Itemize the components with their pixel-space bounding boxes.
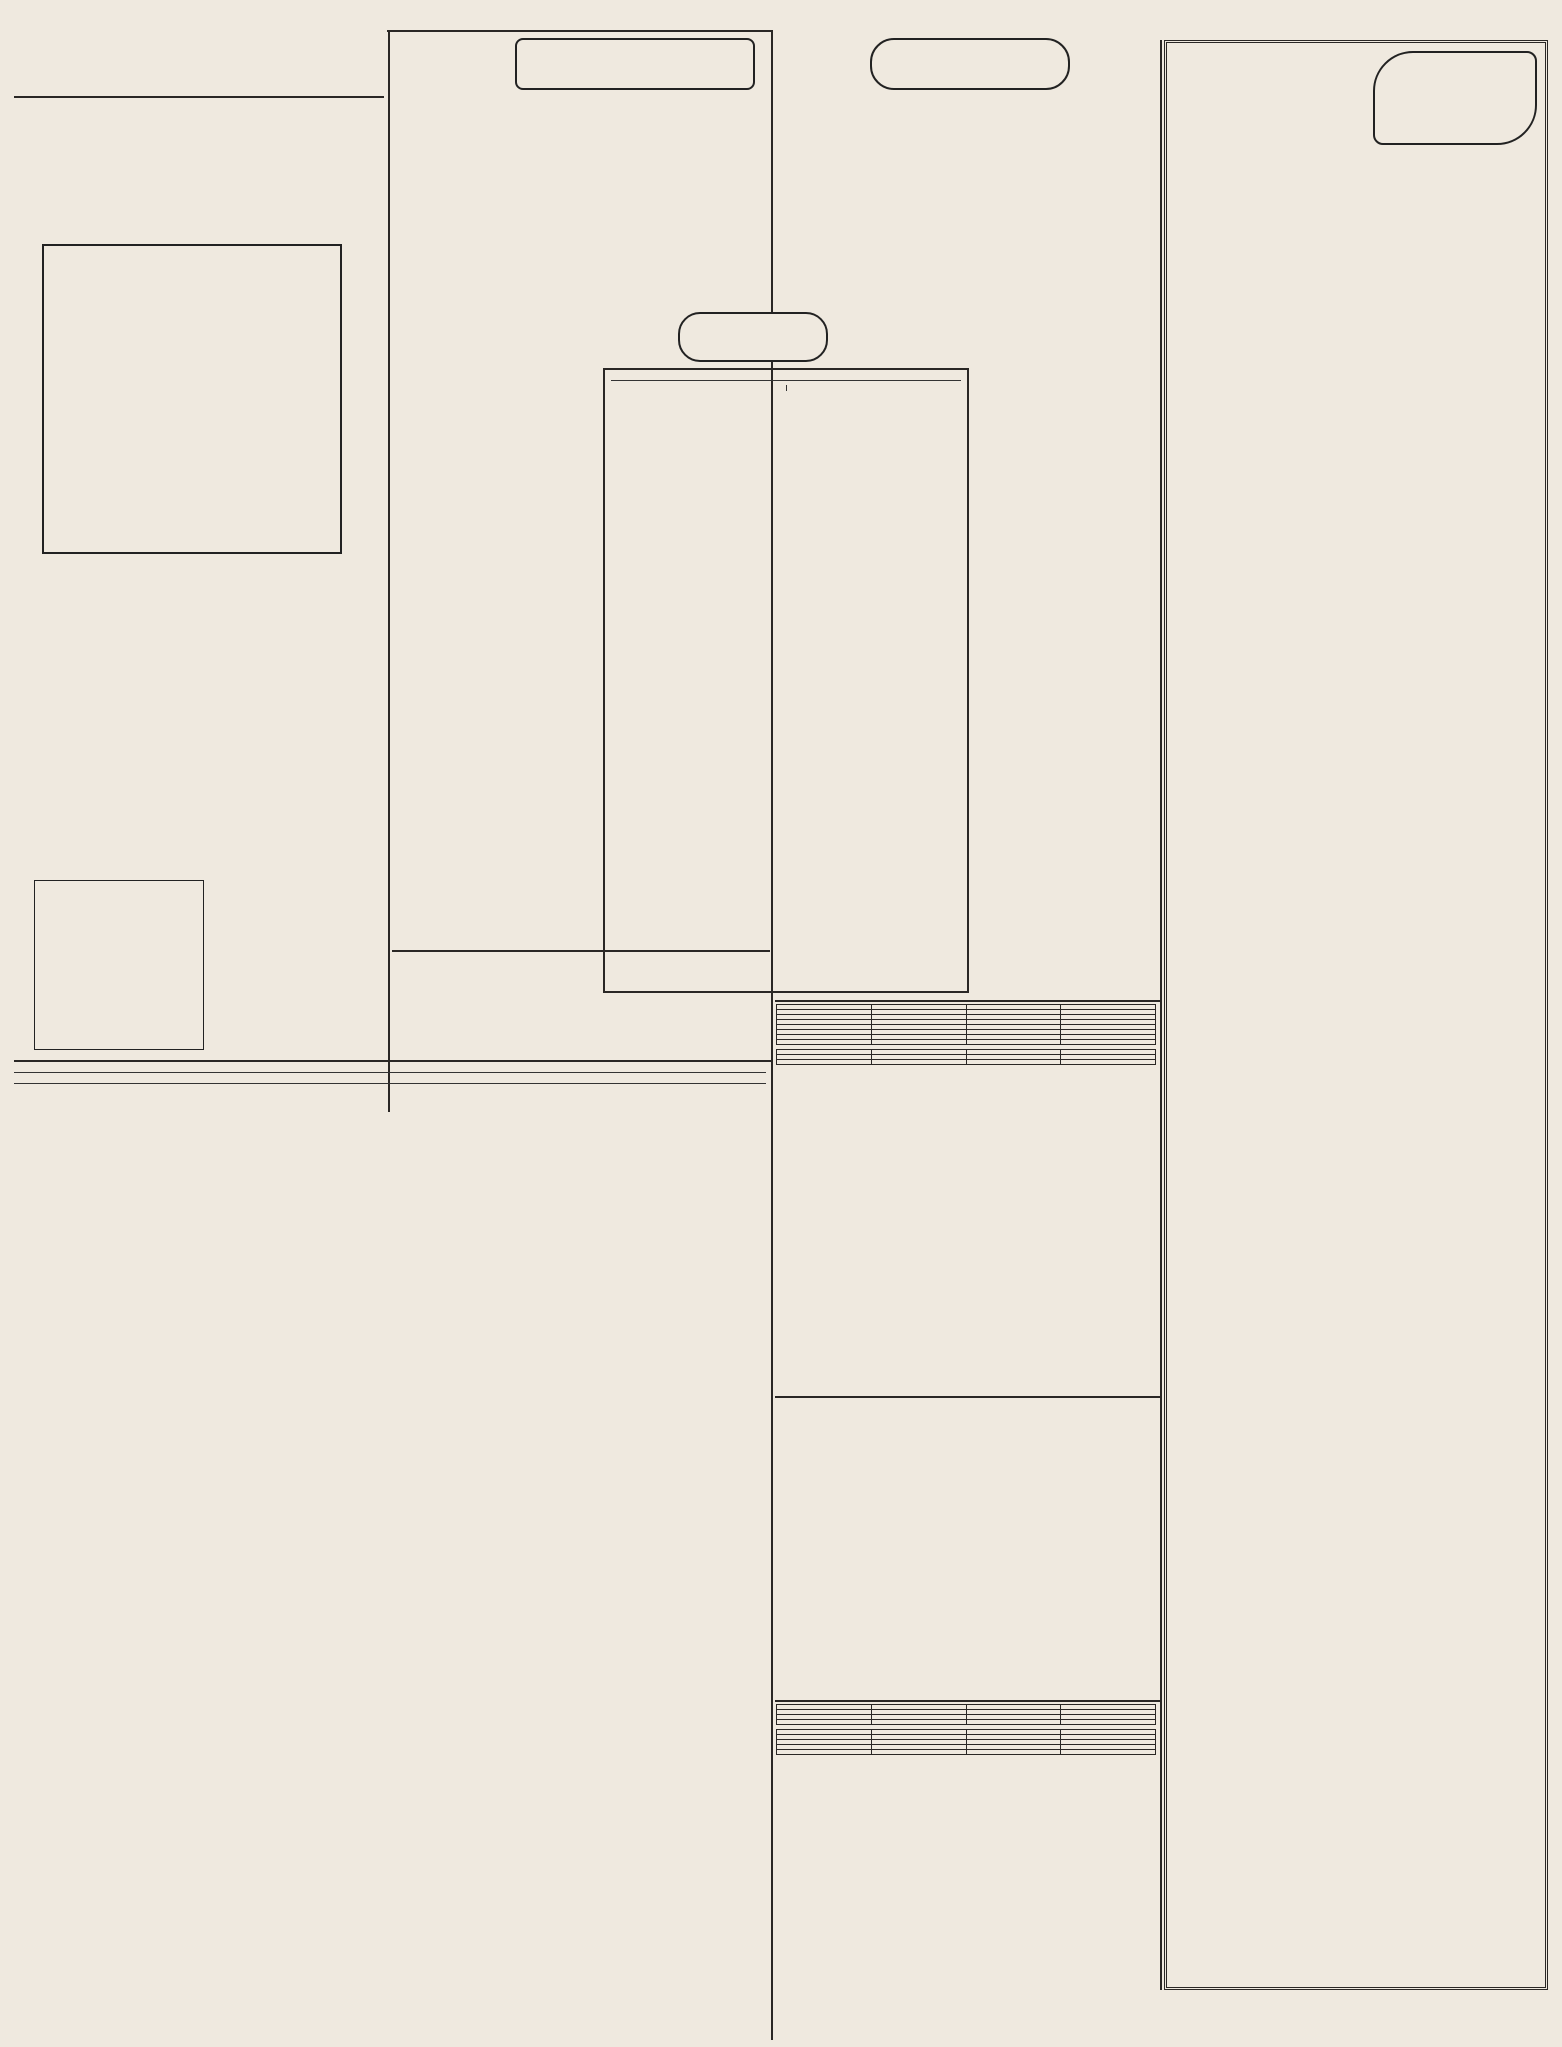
phone-box-intro bbox=[611, 376, 961, 381]
flood-balance bbox=[776, 1004, 1156, 1344]
column-shahrdari bbox=[1164, 40, 1548, 1990]
reply-logo bbox=[515, 38, 755, 90]
complaints-logo bbox=[870, 38, 1070, 90]
flood-table bbox=[776, 1004, 1156, 1045]
crossword-clues bbox=[16, 562, 382, 862]
solution-text bbox=[210, 880, 384, 1100]
beet-tender bbox=[776, 1400, 1156, 1650]
crossword-number-column bbox=[350, 244, 376, 554]
replies-column bbox=[392, 100, 602, 880]
crossword-grid bbox=[42, 244, 342, 554]
university-ad bbox=[14, 1068, 766, 2038]
ashna-logo bbox=[1373, 51, 1537, 145]
phone-box-logo bbox=[678, 312, 828, 362]
perf-table bbox=[776, 1049, 1156, 1065]
table-total bbox=[777, 1060, 1156, 1065]
solution-grid bbox=[34, 880, 204, 1050]
gs-table1 bbox=[776, 1704, 1156, 1725]
film-ad bbox=[392, 956, 770, 1052]
group3-statement bbox=[776, 1704, 1156, 2034]
table-total bbox=[777, 1750, 1156, 1755]
complaint-side bbox=[975, 430, 1155, 990]
phone-box bbox=[603, 368, 969, 993]
table-total bbox=[777, 1040, 1156, 1045]
gs-table2 bbox=[776, 1729, 1156, 1755]
page-header bbox=[14, 30, 389, 94]
crossword-row-numbers bbox=[350, 244, 376, 554]
table-total bbox=[777, 1720, 1156, 1725]
